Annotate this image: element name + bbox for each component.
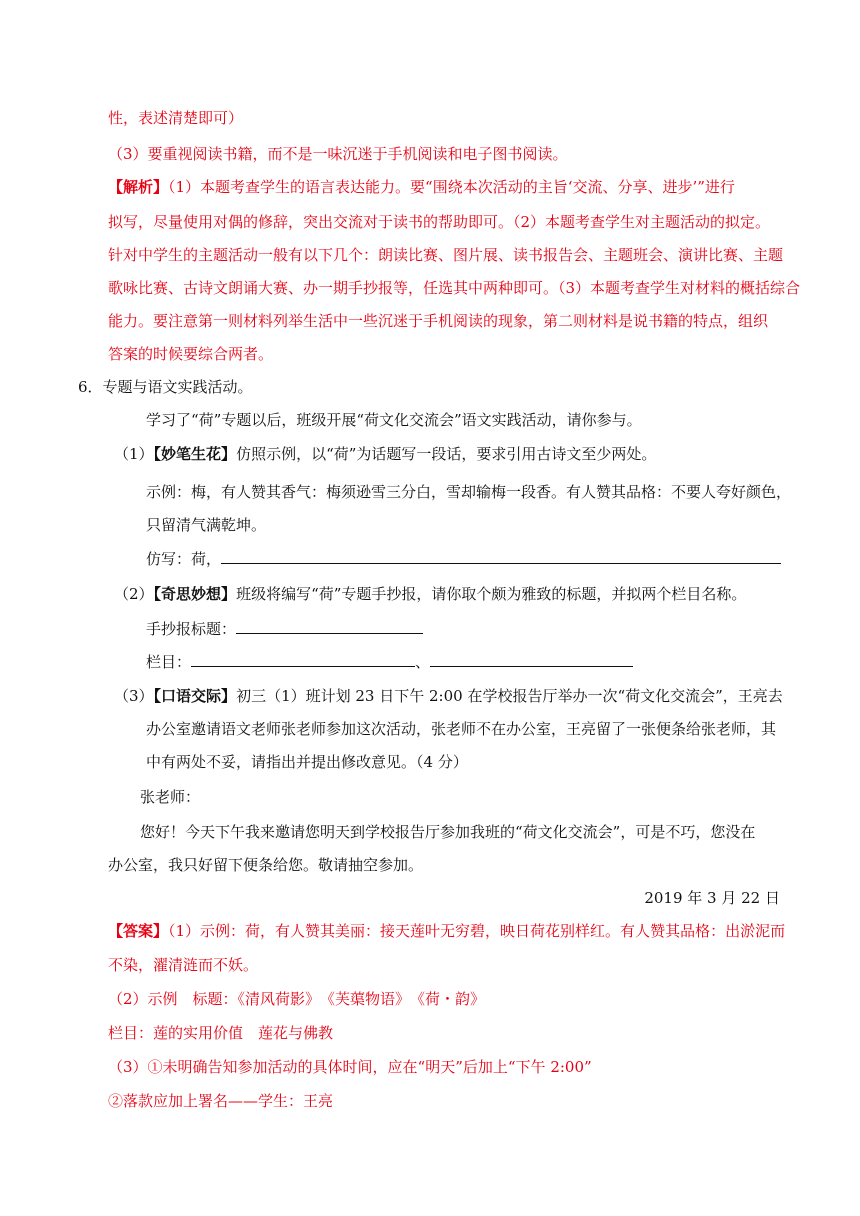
- question-intro: 学习了“荷”专题以后，班级开展“荷文化交流会”语文实践活动，请你参与。: [146, 411, 642, 429]
- prev-analysis-line-3: 针对中学生的主题活动一般有以下几个：朗读比赛、图片展、读书报告会、主题班会、演讲比赛、主题: [108, 246, 784, 264]
- column-name-blank-2[interactable]: [430, 652, 633, 667]
- answer-line-4: 栏目：莲的实用价值 莲花与佛教: [108, 1024, 334, 1042]
- answer-line-6: ②落款应加上署名——学生：王亮: [108, 1092, 334, 1110]
- answer-line-3: （2）示例 标题：《清风荷影》 《芙蕖物语》 《荷・韵》: [108, 990, 486, 1008]
- column-label: 栏目：: [146, 653, 192, 671]
- part1-example-line-2: 只留清气满乾坤。: [146, 516, 267, 534]
- answer-line-5: （3）①未明确告知参加活动的具体时间，应在“明天”后加上“下午 2:00”: [108, 1058, 592, 1076]
- prev-analysis-line-1: 【解析】（1）本题考查学生的语言表达能力。要“围绕本次活动的主旨‘交流、分享、进步’”进行: [108, 178, 735, 196]
- part1-imitate-line: [146, 549, 781, 569]
- note-body-line-1: 您好！今天下午我来邀请您明天到学校报告厅参加我班的“荷文化交流会”，可是不巧，您没在: [140, 823, 756, 841]
- answer-tag: 【答案】: [108, 922, 169, 940]
- column-names-line: [146, 652, 633, 672]
- part3-prompt-line-1: （3）【口语交际】初三（1）班计划 23 日下午 2:00 在学校报告厅举办一次“荷文化交流会”，王亮去: [114, 687, 783, 705]
- part2-tag: 【奇思妙想】: [153, 585, 237, 603]
- part1-tag: 【妙笔生花】: [153, 445, 237, 463]
- part2-prompt: （2）【奇思妙想】班级将编写“荷”专题手抄报，请你取个颇为雅致的标题，并拟两个栏目名称。: [114, 585, 747, 603]
- prev-analysis-line-5: 能力。要注意第一则材料列举生活中一些沉迷于手机阅读的现象，第二则材料是说书籍的特点，组织: [108, 312, 769, 330]
- prev-answer-line-1: 性，表述清楚即可）: [108, 109, 244, 127]
- part1-prompt: （1）【妙笔生花】仿照示例，以“荷”为话题写一段话，要求引用古诗文至少两处。: [114, 445, 657, 463]
- analysis-tag: 【解析】: [108, 178, 169, 196]
- question-number: 6．专题与语文实践活动。: [78, 378, 253, 396]
- imitate-label: 仿写：荷，: [146, 550, 222, 568]
- part3-prompt-line-3: 中有两处不妥，请指出并提出修改意见。（4 分）: [146, 753, 468, 771]
- newspaper-title-blank[interactable]: [236, 619, 423, 634]
- prev-analysis-line-2: 拟写，尽量使用对偶的修辞，突出交流对于读书的帮助即可。（2）本题考查学生对主题活动的拟定。: [108, 213, 771, 231]
- imitate-answer-blank[interactable]: [221, 549, 781, 564]
- answer-line-2: 不染，濯清涟而不妖。: [108, 956, 259, 974]
- note-date: 2019 年 3 月 22 日: [644, 889, 780, 907]
- answer-line-1: 【答案】（1）示例：荷，有人赞其美丽：接天莲叶无穷碧，映日荷花别样红。有人赞其品格：出淤泥而: [108, 922, 786, 940]
- note-body-line-2: 办公室，我只好留下便条给您。敬请抽空参加。: [108, 856, 424, 874]
- prev-analysis-line-6: 答案的时候要综合两者。: [108, 345, 274, 363]
- part3-tag: 【口语交际】: [153, 687, 237, 705]
- note-greeting: 张老师：: [140, 788, 201, 806]
- part1-example-line-1: 示例：梅，有人赞其香气：梅须逊雪三分白，雪却输梅一段香。有人赞其品格：不要人夸好颜色，: [146, 483, 792, 501]
- prev-answer-line-2: （3）要重视阅读书籍，而不是一味沉迷于手机阅读和电子图书阅读。: [108, 145, 568, 163]
- newspaper-title-line: [146, 619, 423, 639]
- column-name-blank-1[interactable]: [191, 652, 415, 667]
- column-separator: 、: [415, 653, 431, 671]
- part3-prompt-line-2: 办公室邀请语文老师张老师参加这次活动，张老师不在办公室，王亮留了一张便条给张老师，其: [146, 720, 777, 738]
- prev-analysis-line-4: 歌咏比赛、古诗文朗诵大赛、办一期手抄报等，任选其中两种即可。（3）本题考查学生对材料的概括综合: [108, 279, 801, 297]
- newspaper-title-label: 手抄报标题：: [146, 620, 237, 638]
